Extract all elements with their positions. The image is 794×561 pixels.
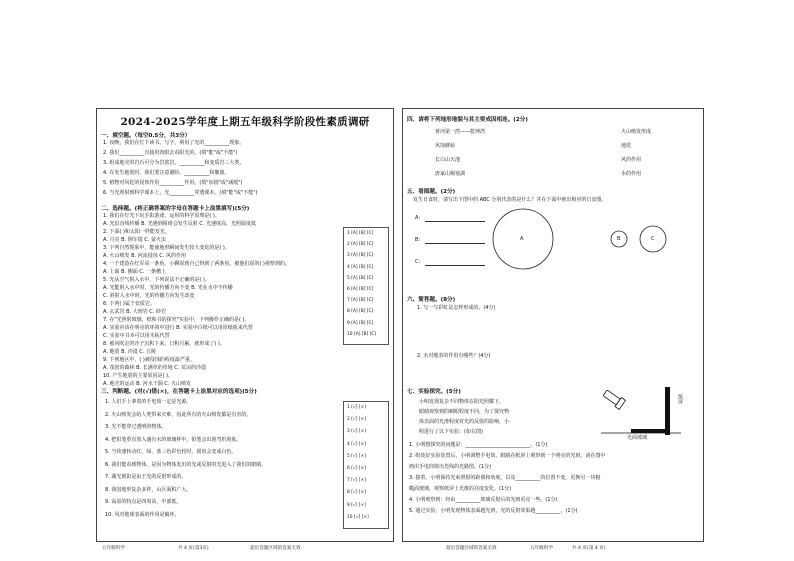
circle-a-label: A <box>520 236 524 242</box>
tf-bubble-row[interactable]: 9 [√] [×] <box>347 502 366 508</box>
choice-question-line: 7. 在"光照射玻璃、纸和书的探究"实验中，下列操作正确的是( )。 <box>103 317 250 323</box>
true-false-question: 4. 把铅笔垂直放入盛有水的玻璃杯中，铅笔会出现弯折现象。 <box>105 436 242 443</box>
paper-screen <box>665 387 670 435</box>
fill-blank-question: 4. 在发生地震时，我们要注意避险、__________和撤离。 <box>103 170 230 176</box>
footer-left-subject: 五年级科学 <box>102 546 125 551</box>
choice-question-line: A. 火山喷发 B. 河流侵蚀 C. 风的作用 <box>103 253 186 259</box>
answer-bubble-row[interactable]: 10 [A] [B] [C] <box>347 331 377 337</box>
experiment-question-line: 画出手电筒射出光线的光路图。(1分) <box>409 464 492 470</box>
choice-question-line: A. 实验应该在明亮的环境中进行 B. 实验中白纸可以用厚纸板来代替 <box>103 325 253 331</box>
answer-bubble-row[interactable]: 8 [A] [B] [C] <box>347 309 374 315</box>
section-2-heading: 二、选择题。(将正确答案的字母在答题卡上涂黑填写)(5分) <box>101 206 250 212</box>
choice-question-line: 6. 下列( )属于变质岩。 <box>103 301 155 307</box>
choice-question-line: A. 月亮 B. 钢车镜 C. 萤火虫 <box>103 237 166 243</box>
experiment-intro-line: 明进行了以下实验：(如右图) <box>419 429 483 435</box>
choice-question-line: 3. 下列自然现象中，能使地形瞬间发生较大变化的是( )。 <box>103 245 230 251</box>
section-2-answer-card <box>343 227 389 345</box>
experiment-figure <box>601 385 681 465</box>
experiment-question-line: 1. 小明想探究的问题是：__________________________。(1分) <box>409 442 548 448</box>
true-false-question: 9. 高原的特点是四周高，中部低。 <box>105 499 182 505</box>
fill-blank-question: 2. 我们__________直接用肉眼去看阳光的。(填"能"或"不能") <box>103 150 238 156</box>
section-6-q2: 2. 水对地表的作用有哪些？(4分) <box>417 353 491 359</box>
tf-bubble-row[interactable]: 3 [√] [×] <box>347 429 366 435</box>
choice-question-line: A. 茂密的森林 B. 长满草的草地 C. 荒凉的沙漠 <box>103 365 206 371</box>
choice-question-line: 9. 下列地区中，( )被侵蚀的程度最严重。 <box>103 357 195 363</box>
section-4-heading: 四、请将下列地形地貌与其主要成因相连。(2分) <box>407 117 528 123</box>
fill-blank-question: 6. 当光照射到科学课本上，光__________穿透课本。(填"能"或"不能") <box>103 190 258 196</box>
flashlight-icon <box>602 388 626 409</box>
true-false-question: 10. 风对地球表面的作用是破坏。 <box>105 511 180 518</box>
eclipse-label: A: <box>415 215 421 221</box>
experiment-question-line: 5. 通过实验，小明发现物体表面越光滑，光的反射效果越__________。(1分) <box>409 508 578 514</box>
footer-left-page: 共 4 页(第3页) <box>178 546 209 551</box>
paper-screen-label: 纸屏 <box>677 394 683 404</box>
answer-line[interactable] <box>425 221 485 222</box>
footer-right-page: 共 4 页(第 4 页) <box>572 546 606 551</box>
eclipse-label: C: <box>415 259 421 265</box>
cause-item: 风的作用 <box>621 157 642 163</box>
answer-bubble-row[interactable]: 1 [A] [B] [C] <box>347 231 374 236</box>
exam-title: 2024-2025学年度上期五年级科学阶段性素质调研 <box>120 116 370 128</box>
footer-right-note: 超出答题区域的答案无效 <box>446 546 497 551</box>
cause-item: 地震 <box>621 143 632 149</box>
footer-left-note: 超出答题区域的答案无效 <box>250 546 301 551</box>
landform-item: 长白山天池 <box>435 157 461 163</box>
fill-blank-question: 1. 夜晚，我们在灯下读书、写字，利用了光的__________现象。 <box>103 140 245 146</box>
section-5-text: 发生日食时，请写出下图中的 ABC 分别代表的是什么？并在下面中画出相应的日食图。 <box>413 197 607 203</box>
experiment-question-line: 2. 组装好实验装置后，小明调整手电筒，眼睛在纸屏上观察到一个明亮的光斑，请在图中 <box>409 453 606 459</box>
true-false-question: 8. 我国地形复杂多样，山区面积广大。 <box>105 486 192 493</box>
landform-item: 唐家山堰塞湖 <box>435 171 466 177</box>
choice-question-line: A. 上面 B. 侧面 C. 一条槽上 <box>103 269 166 275</box>
eclipse-figure <box>403 201 703 301</box>
answer-bubble-row[interactable]: 6 [A] [B] [C] <box>347 287 374 292</box>
glass-plate <box>631 429 665 433</box>
tf-bubble-row[interactable]: 4 [√] [×] <box>347 441 366 447</box>
true-false-question: 3. 光不能穿过透明的物体。 <box>105 424 167 430</box>
section-3-heading: 三、判断题。(对(√)错(×)，在答题卡上涂黑对应的选项)(5分) <box>101 389 257 395</box>
cause-item: 火山喷发形成 <box>621 129 652 135</box>
answer-line[interactable] <box>425 265 485 266</box>
choice-question-line: 10. 产生地震的主要原因是( )。 <box>103 373 174 379</box>
footer-right-subject: 五年级科学 <box>530 546 553 551</box>
circle-b-label: B <box>617 236 621 242</box>
answer-bubble-row[interactable]: 7 [A] [B] [C] <box>347 298 374 304</box>
landform-item: 风蚀蘑菇 <box>435 143 456 149</box>
choice-question-line: 5. 光从空气射入水中，下列说法不正确的是( )。 <box>103 277 210 283</box>
choice-question-line: 2. 下面( )和太阳一样能发光。 <box>103 229 170 235</box>
choice-question-line: C. 斜射入水中时，光的传播方向发生改变 <box>103 293 195 299</box>
experiment-question-line: 4. 小明观察到：经由__________玻璃反射后的光斑更亮一些。(1分) <box>409 497 558 503</box>
cause-item: 水的作用 <box>621 171 642 177</box>
true-false-question: 1. 人们手上拿着的手电筒一定是光源。 <box>105 399 192 405</box>
experiment-intro-line: 小明发现复杂不同物体在阳光照耀下， <box>419 399 505 405</box>
answer-bubble-row[interactable]: 3 [A] [B] [C] <box>347 253 374 259</box>
tf-bubble-row[interactable]: 8 [√] [×] <box>347 490 366 496</box>
answer-bubble-row[interactable]: 4 [A] [B] [C] <box>347 264 374 270</box>
landform-item: 黄河第一湾——乾坤湾 <box>435 129 486 135</box>
choice-question-line: A. 玄武岩 B. 大理岩 C. 砂岩 <box>103 309 166 315</box>
fill-blank-question: 3. 组成地壳的岩石可分为岩浆岩、__________和变质岩三大类。 <box>103 160 245 166</box>
section-6-q1: 1. 写一写彩虹是怎样形成的。(4分) <box>417 305 496 311</box>
eclipse-label: B: <box>415 237 421 243</box>
exam-page-left <box>96 108 394 542</box>
experiment-question-line: 3. 接着，小明保持光束照射的距离和角度，以及__________的位置不变，更换另一块粗 <box>409 475 601 481</box>
glass-label: 光面玻璃 <box>627 435 648 441</box>
true-false-question: 5. 当快速转动红、绿、蓝三色彩色轮时，圆盘会变成白色。 <box>105 449 237 455</box>
choice-question-line: A. 光能射入水中时，光的传播方向不变 B. 光在水中不传播 <box>103 285 233 291</box>
answer-bubble-row[interactable]: 9 [A] [B] [C] <box>347 320 374 326</box>
section-6-heading: 六、简答题。(8分) <box>407 297 456 303</box>
choice-question-line: A. 地震 B. 沙漠 C. 丘陵 <box>103 349 156 355</box>
section-5-heading: 五、看图题。(2分) <box>407 189 456 195</box>
choice-question-line: C. 实验中书本可以用木板代替 <box>103 333 170 339</box>
true-false-question: 2. 火山喷发会给人类带来灾难，因此所有的火山喷发都是有害的。 <box>105 411 252 418</box>
tf-bubble-row[interactable]: 5 [√] [×] <box>347 453 366 459</box>
choice-question-line: 1. 我们在灯光下玩手影游戏，运用的科学原理是( )。 <box>103 213 220 219</box>
tf-bubble-row[interactable]: 10 [√] [×] <box>347 514 369 520</box>
experiment-question-line: 糙面玻璃，观察纸屏上光斑的亮度变化。(1分) <box>409 486 512 492</box>
section-1-heading: 一、填空题。（每空0.5分，共3分） <box>101 133 191 139</box>
answer-bubble-row[interactable]: 5 [A] [B] [C] <box>347 275 374 281</box>
circle-c-label: C <box>651 236 655 242</box>
answer-bubble-row[interactable]: 2 [A] [B] [C] <box>347 242 374 248</box>
experiment-intro-line: 体表面的光滑程度对光的反射的影响，小 <box>419 419 510 425</box>
tf-bubble-row[interactable]: 6 [√] [×] <box>347 466 366 471</box>
section-7-heading: 七、实验探究。(5分) <box>407 389 461 395</box>
section-3-answer-card <box>343 401 389 529</box>
true-false-question: 7. 湖光倒影是由于光的反射形成的。 <box>105 474 187 480</box>
choice-question-line: A. 地壳的运动 B. 河水干涸 C. 火山喷发 <box>103 381 191 387</box>
choice-question-line: 8. 被风吹走的沙子沉积下来，日积月累，就形成了( )。 <box>103 341 225 347</box>
choice-question-line: A. 光沿直线传播 B. 光遇到阻碍会发生反射 C. 光速度高，光照温度低 <box>103 221 256 227</box>
fill-blank-question: 5. 植物对风化的侵蚀作用__________作用。(填"加剧"或"减缓") <box>103 180 243 186</box>
tf-bubble-row[interactable]: 7 [√] [×] <box>347 478 366 484</box>
experiment-intro-line: 眼睛观察到的刺眼程度不同，为了探究物 <box>419 409 510 415</box>
true-false-question: 6. 我们能看到物体，是因为物体发出的光或反射的光进入了我们的眼睛。 <box>105 461 267 468</box>
tf-bubble-row[interactable]: 1 [√] [×] <box>347 405 366 410</box>
exam-page-right <box>402 108 704 542</box>
tf-bubble-row[interactable]: 2 [√] [×] <box>347 417 366 423</box>
answer-line[interactable] <box>425 243 485 244</box>
choice-question-line: 4. 一个建造在红军哥一条鱼，小聊说到自己得到了两条鱼，被他们说的( )视察到的。 <box>103 261 290 267</box>
